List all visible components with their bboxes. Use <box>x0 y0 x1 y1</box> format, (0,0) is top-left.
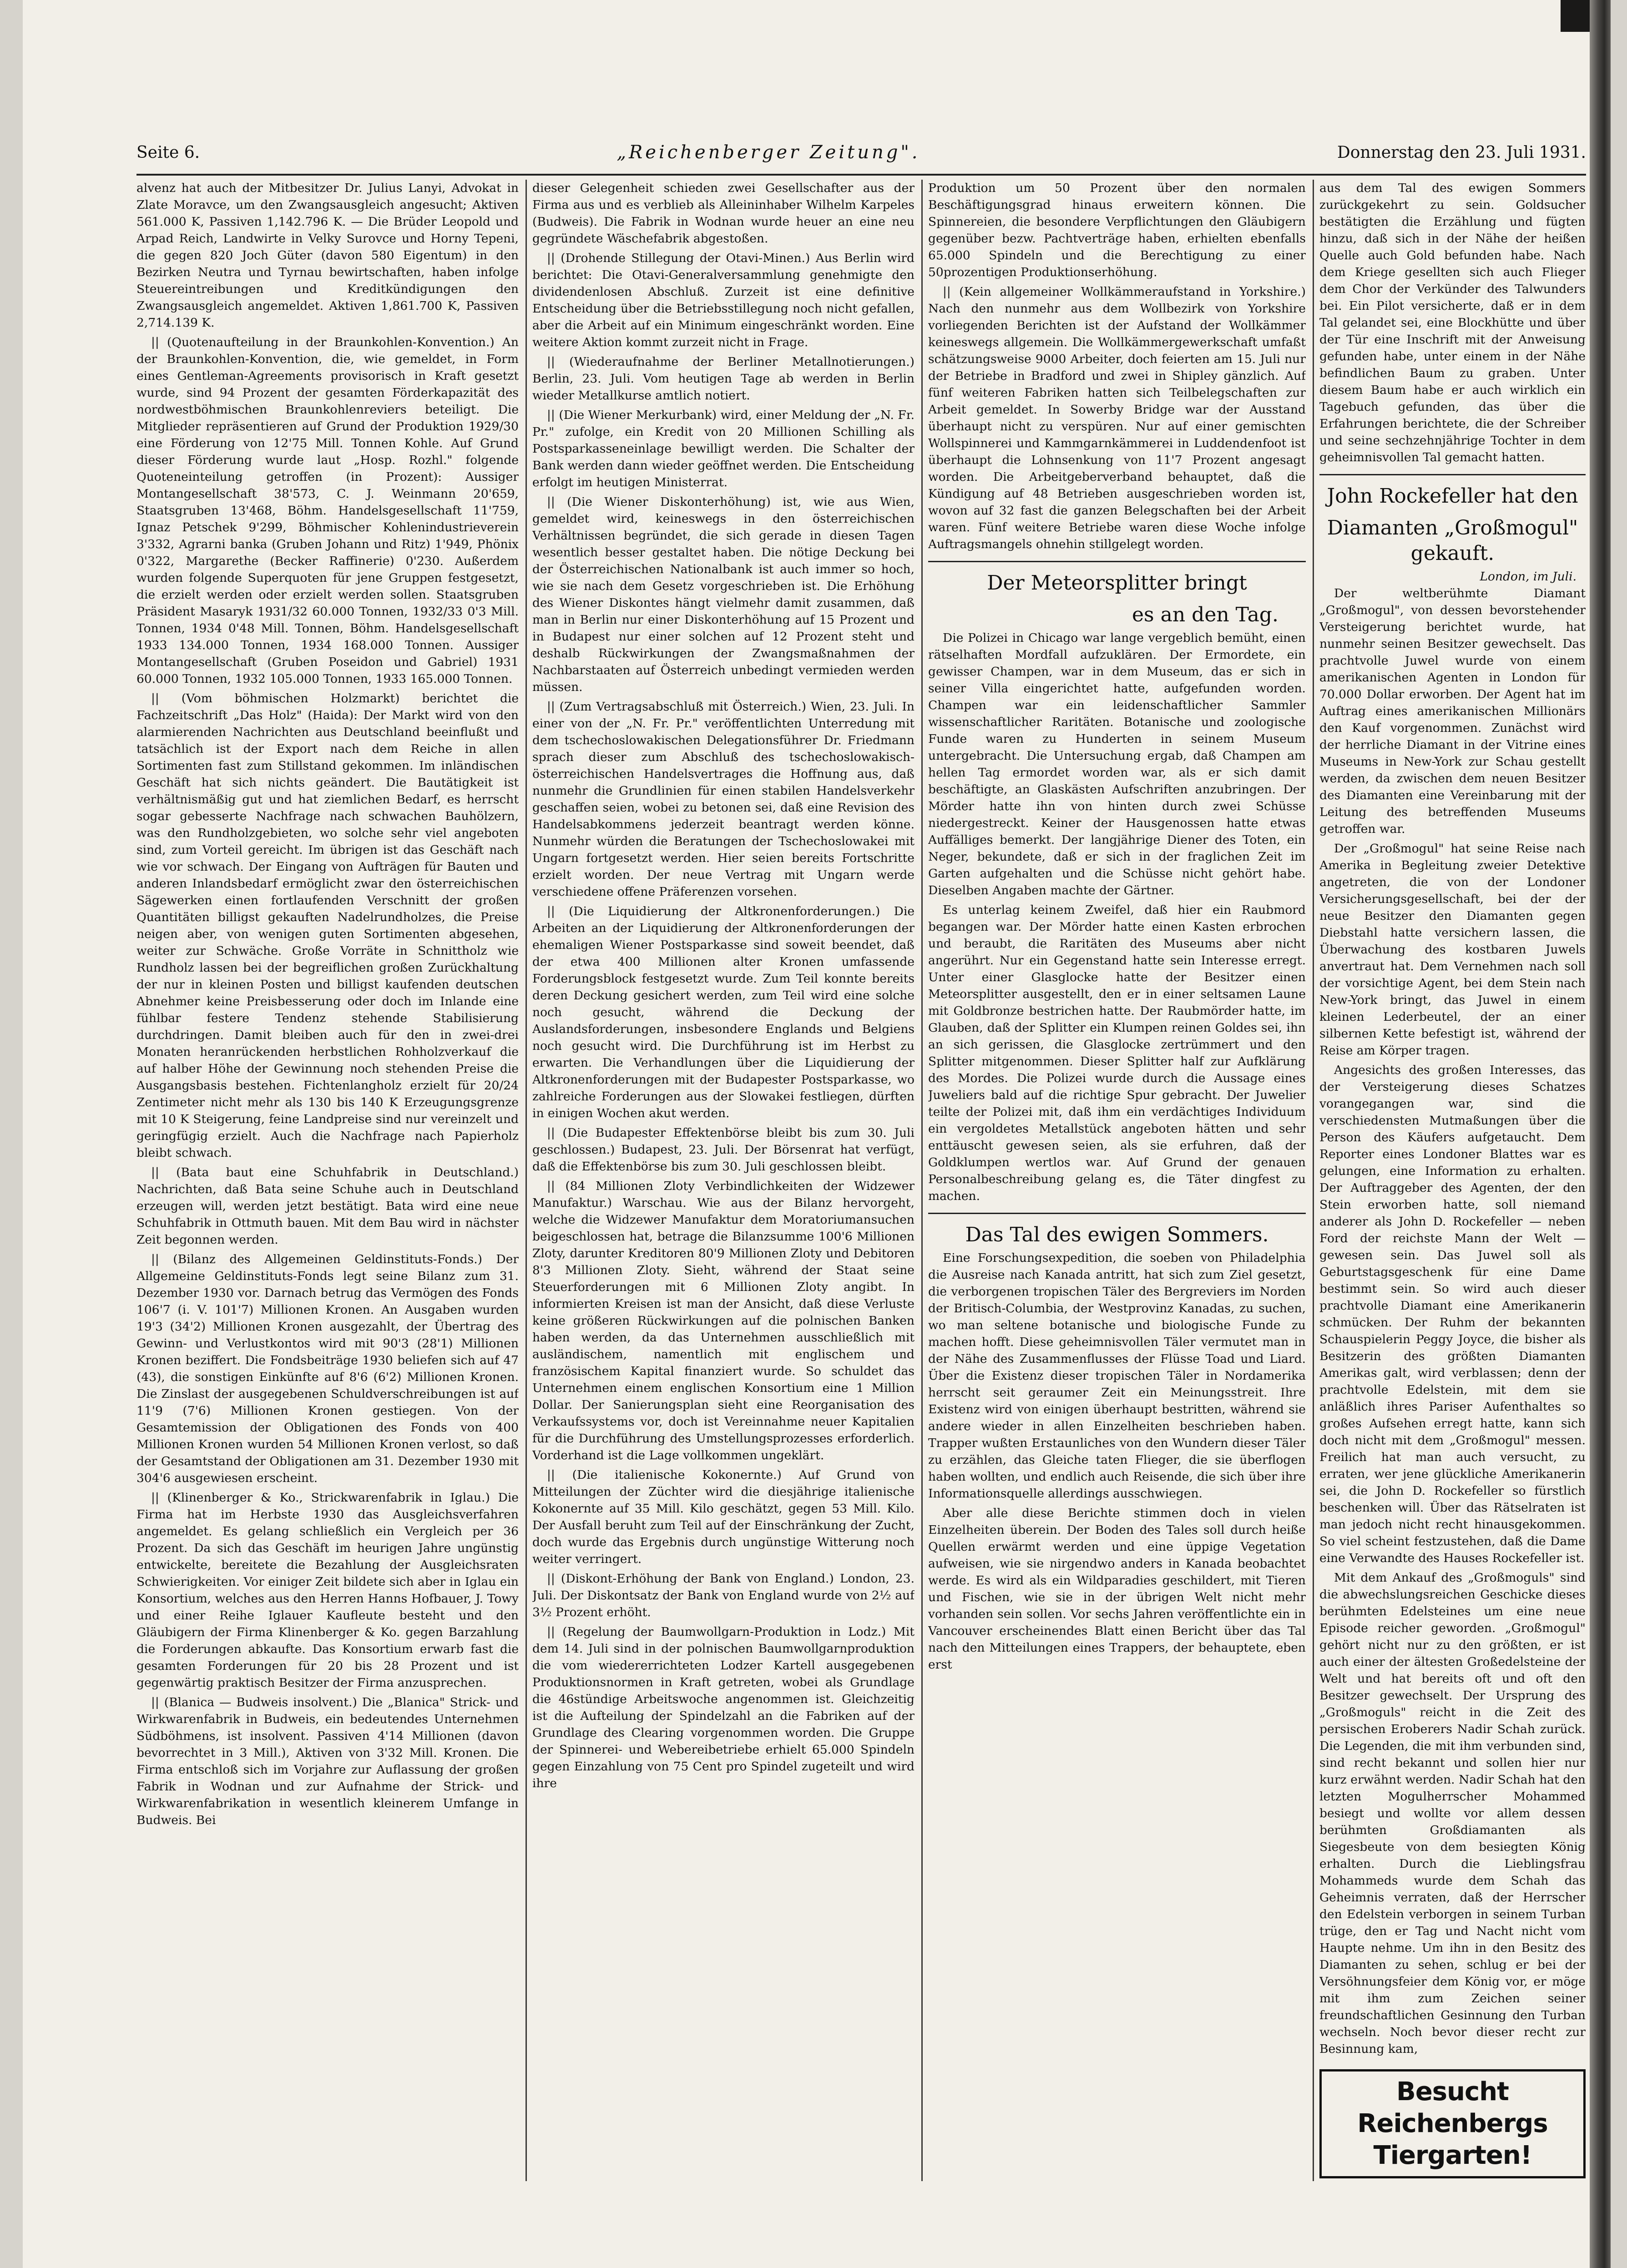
article-paragraph: || (Die Wiener Diskonterhöhung) ist, wie aus Wien, gemeldet wird, keineswegs in den österreichischen Verhältnissen begründet, die sich gerade in diesen Tagen wesentlich besser gestaltet haben. Die nötige Deckung bei der Österreichischen Nationalbank ist auch immer so hoch, wie sie nach dem Gesetz vorgeschrieben ist. Die Erhöhung des Wiener Diskontes hängt vielmehr damit zusammen, daß man in Berlin nur einer Diskonterhöhung auf 15 Prozent und in Budapest nur einer solchen auf 12 Prozent steht und deshalb Rückwirkungen der Zwangsmaßnahmen der Nachbarstaaten auf Österreich unbedingt vermieden werden müssen. <box>532 495 915 694</box>
article-paragraph: Der weltberühmte Diamant „Großmogul", von dessen bevorstehender Versteigerung berichtet wurde, hat nunmehr seinen Besitzer gewechselt. Das prachtvolle Juwel wurde von einem amerikanischen Agenten in London für 70.000 Dollar erworben. Der Agent hat im Auftrag eines amerikanischen Millionärs den Kauf vorgenommen. Zunächst wird der herrliche Diamant in der Vitrine eines Museums in New-York zur Schau gestellt werden, da zwischen dem neuen Besitzer des Diamanten eine Vereinbarung mit der Leitung des betreffenden Museums getroffen war. <box>1319 586 1586 836</box>
article-paragraph: Aber alle diese Berichte stimmen doch in vielen Einzelheiten überein. Der Boden des Tales soll durch heiße Quellen erwärmt werden und eine üppige Vegetation aufweisen, wie sie nirgendwo anders in Kanada beobachtet werde. Es wird als ein Wildparadies geschildert, mit Tieren und Fischen, wie sie in der übrigen Welt nicht mehr vorhanden sein sollen. Vor sechs Jahren veröffentlichte ein in Vancouver erscheinendes Blatt einen Bericht über das Tal nach den Mitteilungen eines Trappers, der behauptete, eben erst <box>928 1506 1306 1672</box>
article-paragraph: || (Quotenaufteilung in der Braunkohlen-Konvention.) An der Braunkohlen-Konvention, die, wie gemeldet, in Form eines Gentleman-Agreements provisorisch in Kraft gesetzt wurde, sind 94 Prozent der gesamten Förderkapazität des nordwestböhmischen Braunkohlenreviers beteiligt. Die Mitglieder repräsentieren auf Grund der Produktion 1929/30 eine Förderung von 12'75 Mill. Tonnen Kohle. Auf Grund dieser Förderung wurde laut „Hosp. Rozhl." folgende Quoteneinteilung getroffen (in Prozent): Aussiger Montangesellschaft 38'573, C. J. Weinmann 20'659, Staatsgruben 13'468, Böhm. Handelsgesellschaft 11'759, Ignaz Petschek 9'299, Böhmischer Kohlenindustrieverein 3'332, Agrarni banka (Gruben Johann und Ritz) 1'949, Phönix 0'322, Margarethe (Becker Raffinerie) 0'230. Außerdem wurden folgende Superquoten für jene Gruppen festgesetzt, die erzielt werden oder erzielt werden sollen. Staatsgruben Präsident Masaryk 1931/32 60.000 Tonnen, 1932/33 0'3 Mill. Tonnen, 1934 0'48 Mill. Tonnen, Böhm. Handelsgesellschaft 1933 134.000 Tonnen, 1934 168.000 Tonnen. Aussiger Montangesellschaft (Gruben Poseidon und Gabriel) 1931 60.000 Tonnen, 1932 105.000 Tonnen, 1933 165.000 Tonnen. <box>136 335 519 686</box>
dateline: London, im Juli. <box>1480 570 1576 584</box>
article-paragraph: Angesichts des großen Interesses, das der Versteigerung dieses Schatzes vorangegangen war, sind die verschiedensten Mutmaßungen über die Person des Käufers aufgetaucht. Dem Reporter eines Londoner Blattes war es gelungen, eine Information zu erhalten. Der Auftraggeber des Agenten, der den Stein erworben hatte, soll niemand anderer als John D. Rockefeller — neben Ford der reichste Mann der Welt — gewesen sein. Das Juwel soll als Geburtstagsgeschenk für eine Dame bestimmt sein. So wird auch dieser prachtvolle Diamant eine Amerikanerin schmücken. Der Ruhm der bekannten Schauspielerin Peggy Joyce, die bisher als Besitzerin des größten Diamanten Amerikas galt, wird verblassen; denn der prachtvolle Edelstein, mit dem sie anläßlich ihres Pariser Aufenthaltes so großes Aufsehen erregt hatte, kann sich doch nicht mit dem „Großmogul" messen. Freilich hat man auch versucht, zu erraten, wer jene glückliche Amerikanerin sei, die John D. Rockefeller so fürstlich beschenken will. Über das Rätselraten ist man jedoch nicht recht hinausgekommen. So viel scheint festzustehen, daß die Dame eine Verwandte des Hauses Rockefeller ist. <box>1319 1063 1586 1565</box>
article-paragraph: Produktion um 50 Prozent über den normalen Beschäftigungsgrad hinaus erweitern können. Die Spinnereien, die besondere Verpflichtungen den Gläubigern gegenüber bezw. Pachtverträge haben, erhielten ebenfalls 65.000 Spindeln und die Berechtigung zu einer 50prozentigen Produktionserhöhung. <box>928 181 1306 279</box>
article-paragraph: || (84 Millionen Zloty Verbindlichkeiten der Widzewer Manufaktur.) Warschau. Wie aus der Bilanz hervorgeht, welche die Widzewer Manufaktur dem Moratoriumansuchen beigeschlossen hat, betrage die Bilanzsumme 100'6 Millionen Zloty, darunter Kreditoren 80'9 Millionen Zloty und Debitoren 8'3 Millionen Zloty. Sieht, während der Staat seine Steuerforderungen mit 6 Millionen Zloty angibt. In informierten Kreisen ist man der Ansicht, daß diese Verluste keine größeren Rückwirkungen auf die polnischen Banken haben werden, da das Unternehmen ausschließlich mit ausländischem, namentlich mit englischem und französischem Kapital finanziert wurde. So schuldet das Unternehmen einem englischen Konsortium eine 1 Million Dollar. Der Sanierungsplan sieht eine Reorganisation des Verkaufssystems vor, doch ist Vereinnahme neuer Kapitalien für die Durchführung des Umstellungsprozesses erforderlich. Vorderhand ist die Lage vollkommen ungeklärt. <box>532 1179 915 1462</box>
issue-date: Donnerstag den 23. Juli 1931. <box>1337 143 1586 162</box>
article-paragraph: || (Regelung der Baumwollgarn-Produktion in Lodz.) Mit dem 14. Juli sind in der polnischen Baumwollgarnproduktion die vom wiedererrichteten Lodzer Kartell ausgegebenen Produktionsnormen in Kraft getreten, wobei als Grundlage die 46stündige Arbeitswoche angenommen ist. Gleichzeitig ist die Aufteilung der Spindelzahl an die Fabriken auf der Grundlage des Clearing vorgenommen worden. Die Gruppe der Spinnerei- und Webereibetriebe erhielt 65.000 Spindeln gegen Einzahlung von 75 Cent pro Spindel zugeteilt und wird ihre <box>532 1625 915 1790</box>
masthead: „Reichenberger Zeitung". <box>616 142 920 163</box>
headline-meteor-line-2: es an den Tag. <box>1132 603 1278 626</box>
article-paragraph: || (Bilanz des Allgemeinen Geldinstituts-Fonds.) Der Allgemeine Geldinstituts-Fonds legt seine Bilanz zum 31. Dezember 1930 vor. Darnach betrug das Vermögen des Fonds 106'7 (i. V. 101'7) Millionen Kronen. An Ausgaben wurden 19'3 (34'2) Millionen Kronen ausgezahlt, der Übertrag des Gewinn- und Verlustkontos wird mit 90'3 (28'1) Millionen Kronen beziffert. Die Fondsbeiträge 1930 beliefen sich auf 47 (43), die sonstigen Einkünfte auf 8'6 (6'2) Millionen Kronen. Die Zinslast der ausgegebenen Schuldverschreibungen ist auf 11'9 (7'6) Millionen Kronen gestiegen. Von der Gesamtemission der Obligationen des Fonds von 400 Millionen Kronen wurden 54 Millionen Kronen verlost, so daß der Gesamtstand der Obligationen am 31. Dezember 1930 mit 304'6 ausgewiesen erscheint. <box>136 1252 519 1485</box>
article-paragraph: || (Blanica — Budweis insolvent.) Die „Blanica" Strick- und Wirkwarenfabrik in Budweis, ein bedeutendes Unternehmen Südböhmens, ist insolvent. Passiven 4'14 Millionen (davon bevorrechtet in 3 Mill.), Aktiven von 3'32 Mill. Kronen. Die Firma entschloß sich im Vorjahre zur Auflassung der großen Fabrik in Wodnan und zur Aufnahme der Strick- und Wirkwarenfabrikation in wesentlich kleinerem Umfange in Budweis. Bei <box>136 1695 519 1827</box>
section-rule <box>1319 474 1586 475</box>
headline-tal: Das Tal des ewigen Sommers. <box>965 1223 1269 1246</box>
scan-edge <box>1590 0 1611 2268</box>
article-paragraph: Mit dem Ankauf des „Großmoguls" sind die abwechslungsreichen Geschicke dieses berühmten Edelsteines um eine neue Episode reicher geworden. „Großmogul" gehört nicht nur zu den größten, er ist auch einer der ältesten Großedelsteine der Welt und hat bereits oft und oft den Besitzer gewechselt. Der Ursprung des „Großmoguls" reicht in die Zeit des persischen Eroberers Nadir Schah zurück. Die Legenden, die mit ihm verbunden sind, sind recht bekannt und sollen hier nur kurz erwähnt werden. Nadir Schah hat den letzten Mogulherrscher Mohammed besiegt und wollte vor allem dessen berühmten Großdiamanten als Siegesbeute von dem besiegten König erhalten. Durch die Lieblingsfrau Mohammeds wurde dem Schah das Geheimnis verraten, daß der Herrscher den Edelstein verborgen in seinem Turban trüge, den er Tag und Nacht nicht vom Haupte nehme. Um ihn in den Besitz des Diamanten zu sehen, schlug er bei der Versöhnungsfeier dem König vor, er möge mit ihm zum Zeichen seiner freundschaftlichen Gesinnung den Turban wechseln. Noch bevor dieser recht zur Besinnung kam, <box>1319 1571 1586 2056</box>
article-paragraph: || (Diskont-Erhöhung der Bank von England.) London, 23. Juli. Der Diskontsatz der Bank von England wurde von 2½ auf 3½ Prozent erhöht. <box>532 1572 915 1619</box>
article-paragraph: Die Polizei in Chicago war lange vergeblich bemüht, einen rätselhaften Mordfall aufzuklären. Der Ermordete, ein gewisser Champen, war in dem Museum, das er sich in seiner Villa eingerichtet hatte, aufgefunden worden. Champen war ein leidenschaftlicher Sammler wissenschaftlicher Raritäten. Botanische und zoologische Funde waren zu Hunderten in seinem Museum untergebracht. Die Untersuchung ergab, daß Champen am hellen Tag ermordet worden war, als er sich damit beschäftigte, an Glaskästen Aufschriften anzubringen. Der Mörder hatte ihn von hinten durch zwei Schüsse niedergestreckt. Keiner der Hausgenossen hatte etwas Auffälliges bemerkt. Der langjährige Diener des Toten, ein Neger, bekundete, daß er sich in der fraglichen Zeit im Garten aufgehalten und die Schüsse nicht gehört habe. Dieselben Angaben machte der Gärtner. <box>928 631 1306 897</box>
article-paragraph: || (Klinenberger & Ko., Strickwarenfabrik in Iglau.) Die Firma hat im Herbste 1930 das Ausgleichsverfahren angemeldet. Es gelang schließlich ein Vergleich per 36 Prozent. Da sich das Geschäft im heurigen Jahre ungünstig entwickelte, bereitete die Bezahlung der Ausgleichsraten Schwierigkeiten. Vor einiger Zeit bildete sich aber in Iglau ein Konsortium, welches aus den Herren Hanns Hofbauer, J. Towy und einer Reihe Iglauer Kaufleute besteht und den Gläubigern der Firma Klinenberger & Ko. gegen Barzahlung die Forderungen abkaufte. Das Konsortium erwarb fast die gesamten Forderungen für 20 bis 28 Prozent und ist gegenwärtig praktisch Besitzer der Firma anzusprechen. <box>136 1491 519 1690</box>
section-rule <box>928 1213 1306 1214</box>
column-4 <box>1319 180 1586 2181</box>
column-divider <box>1313 180 1314 2181</box>
article-paragraph: || (Die italienische Kokonernte.) Auf Grund von Mitteilungen der Züchter wird die diesjährige italienische Kokonernte auf 35 Mill. Kilo geschätzt, gegen 53 Mill. Kilo. Der Ausfall beruht zum Teil auf der Einschränkung der Zucht, doch wurde das Ergebnis durch ungünstige Witterung noch weiter verringert. <box>532 1468 915 1566</box>
article-paragraph: aus dem Tal des ewigen Sommers zurückgekehrt zu sein. Goldsucher bestätigten die Erzählung und fügten hinzu, daß sich in der Nähe der heißen Quelle auch Gold befunden habe. Nach dem Kriege gesellten sich auch Flieger dem Chor der Verkünder des Talwunders bei. Ein Pilot versicherte, daß er in dem Tal gelandet sei, eine Blockhütte und über der Tür eine Inschrift mit der Anweisung gefunden habe, unter einem in der Nähe befindlichen Baum zu graben. Unter diesem Baum habe er auch wirklich ein Tagebuch gefunden, das über die Erfahrungen berichtete, die der Schreiber und seine sechzehnjährige Tochter in dem geheimnisvollen Tal gemacht hatten. <box>1319 181 1586 464</box>
headline-rockefeller-line-2: Diamanten „Großmogul" gekauft. <box>1327 516 1578 565</box>
zoo-advertisement: Besucht Reichenbergs Tiergarten! <box>1319 2069 1586 2178</box>
article-paragraph: || (Bata baut eine Schuhfabrik in Deutschland.) Nachrichten, daß Bata seine Schuhe auch in Deutschland erzeugen will, werden jetzt bestätigt. Bata wird eine neue Schuhfabrik in Ottmuth bauen. Mit dem Bau wird in nächster Zeit begonnen werden. <box>136 1165 519 1247</box>
page-header <box>136 136 1586 168</box>
article-paragraph: alvenz hat auch der Mitbesitzer Dr. Julius Lanyi, Advokat in Zlate Moravce, um den Zwangsausgleich angesucht; Aktiven 561.000 K, Passiven 1,142.796 K. — Die Brüder Leopold und Arpad Reich, Landwirte in Velky Surovce und Horny Tepeni, die gegen 820 Joch Güter (davon 580 Eigentum) in den Bezirken Neutra und Tyrnau bewirtschaften, haben infolge Steuereintreibungen und Kreditkündigungen den Zwangsausgleich angemeldet. Aktiven 1,861.700 K, Passiven 2,714.139 K. <box>136 181 519 330</box>
column-divider <box>525 180 527 2181</box>
article-paragraph: || (Vom böhmischen Holzmarkt) berichtet die Fachzeitschrift „Das Holz" (Haida): Der Markt wird von den alarmierenden Nachrichten aus Deutschland beeinflußt und tatsächlich ist der Export nach dem Reiche in allen Sortimenten fast zum Stillstand gekommen. Im inländischen Geschäft hat sich nichts geändert. Die Bautätigkeit ist verhältnismäßig gut und hat ziemlichen Bedarf, es herrscht sogar gebesserte Nachfrage nach schwachen Bauhölzern, was den Rundholzgebieten, wo solche sehr viel angeboten sind, zum Vorteil gereicht. Im übrigen ist das Geschäft nach wie vor schwach. Der Eingang von Aufträgen für Bauten und anderen Inlandsbedarf ermöglicht zwar den österreichischen Sägewerken einen fortlaufenden Verschnitt der großen Quantitäten billigst gekauften Nadelrundholzes, die Preise neigen aber, von wenigen guten Sortimenten abgesehen, weiter zur Schwäche. Große Vorräte in Schnittholz wie Rundholz lassen bei der begreiflichen großen Zurückhaltung der nur in kleinen Posten und billigst kaufenden deutschen Abnehmer keine Preisbesserung oder doch im Inlande eine fühlbar festere Tendenz stehende Stabilisierung durchdringen. Damit bleiben auch für den in zwei-drei Monaten heranrückenden herbstlichen Rohholzverkauf die auf halber Höhe der Gewinnung noch stehenden Preise die Ausgangsbasis bestehen. Fichtenlangholz erzielt für 20/24 Zentimeter nicht mehr als 130 bis 140 K Erzeugungsgrenze mit 10 K Steigerung, feine Landpreise sind nur vereinzelt und geringfügig erzielt. Auch die Nachfrage nach Papierholz bleibt schwach. <box>136 691 519 1160</box>
article-paragraph: || (Wiederaufnahme der Berliner Metallnotierungen.) Berlin, 23. Juli. Vom heutigen Tage ab werden in Berlin wieder Metallkurse amtlich notiert. <box>532 355 915 403</box>
column-1 <box>136 180 519 2181</box>
column-2 <box>532 180 915 2181</box>
article-paragraph: || (Die Wiener Merkurbank) wird, einer Meldung der „N. Fr. Pr." zufolge, ein Kredit von 20 Millionen Schilling als Postsparkasseneinlage bewilligt werden. Die Schalter der Bank werden dann wieder geöffnet werden. Die Entscheidung erfolgt im heutigen Ministerrat. <box>532 408 915 489</box>
column-3 <box>928 180 1306 2181</box>
article-paragraph: || (Zum Vertragsabschluß mit Österreich.) Wien, 23. Juli. In einer von der „N. Fr. Pr." veröffentlichten Unterredung mit dem tschechoslowakischen Delegationsführer Dr. Friedmann sprach dieser zum Abschluß des tschechoslowakisch-österreichischen Handelsvertrages die Hoffnung aus, daß nunmehr die Grundlinien für einen stabilen Handelsverkehr geschaffen seien, wobei zu betonen sei, daß eine Revision des Handelsabkommens jederzeit beantragt werden könne. Nunmehr würden die Beratungen der Tschechoslowakei mit Ungarn fortgesetzt werden. Hier seien bereits Fortschritte erzielt worden. Der neue Vertrag mit Ungarn werde verschiedene offene Präferenzen vorsehen. <box>532 700 915 899</box>
headline-meteor-line-1: Der Meteorsplitter bringt <box>987 571 1247 595</box>
article-paragraph: || (Die Liquidierung der Altkronenforderungen.) Die Arbeiten an der Liquidierung der Altkronenforderungen der ehemaligen Wiener Postsparkasse sind soweit beendet, daß der etwa 400 Millionen alter Kronen umfassende Forderungsblock festgesetzt wurde. Zum Teil konnte bereits deren Deckung gesichert werden, zum Teil wird eine solche noch gesucht, während die Deckung der Auslandsforderungen, insbesondere Englands und Belgiens noch gesucht wird. Die Durchführung ist im Herbst zu erwarten. Die Verhandlungen über die Liquidierung der Altkronenforderungen mit der Budapester Postsparkasse, wo zahlreiche Forderungen aus der Slowakei festliegen, dürften in einigen Wochen akut werden. <box>532 904 915 1120</box>
article-paragraph: || (Drohende Stillegung der Otavi-Minen.) Aus Berlin wird berichtet: Die Otavi-Generalversammlung genehmigte den dividendenlosen Abschluß. Zurzeit ist eine definitive Entscheidung über die Betriebsstillegung noch nicht gefallen, aber die Arbeit auf ein Minimum eingeschränkt worden. Eine weitere Aktion kommt zurzeit nicht in Frage. <box>532 251 915 349</box>
article-paragraph: Eine Forschungsexpedition, die soeben von Philadelphia die Ausreise nach Kanada antritt, hat sich zum Ziel gesetzt, die verborgenen tropischen Täler des Bergreviers im Norden der Britisch-Columbia, der Westprovinz Kanadas, zu suchen, wo man seltene botanische und biologische Funde zu machen hofft. Diese geheimnisvollen Täler vermutet man in der Nähe des Zusammenflusses der Flüsse Toad und Liard. Über die Existenz dieser tropischen Täler in Nordamerika herrscht seit geraumer Zeit ein Meinungsstreit. Ihre Existenz wird von einigen überhaupt bestritten, während sie andere wieder in allen Einzelheiten beschrieben haben. Trapper wußten Erstaunliches von den Wundern dieser Täler zu erzählen, das Gleiche taten Flieger, die sie überflogen haben wollten, und endlich auch Reisende, die sich über ihre Informationsquelle allerdings ausschwiegen. <box>928 1251 1306 1501</box>
page-number: Seite 6. <box>136 143 200 162</box>
article-paragraph: Der „Großmogul" hat seine Reise nach Amerika in Begleitung zweier Detektive angetreten, die von der Londoner Versicherungsgesellschaft, bei der der neue Besitzer den Diamanten gegen Diebstahl hatte versichern lassen, die Überwachung des kostbaren Juwels anvertraut hat. Dem Vernehmen nach soll der vorsichtige Agent, bei dem Stein nach New-York bringt, das Juwel in einem kleinen Lederbeutel, der an einer silbernen Kette befestigt ist, während der Reise am Körper tragen. <box>1319 842 1586 1058</box>
article-paragraph: dieser Gelegenheit schieden zwei Gesellschafter aus der Firma aus und es verblieb als Alleininhaber Wilhelm Karpeles (Budweis). Die Fabrik in Wodnan wurde heuer an eine neu gegründete Wäschefabrik abgestoßen. <box>532 181 915 246</box>
header-rule <box>136 174 1586 176</box>
column-divider <box>921 180 923 2181</box>
article-paragraph: || (Die Budapester Effektenbörse bleibt bis zum 30. Juli geschlossen.) Budapest, 23. Juli. Der Börsenrat hat verfügt, daß die Effektenbörse bis zum 30. Juli geschlossen bleibt. <box>532 1126 915 1174</box>
article-paragraph: || (Kein allgemeiner Wollkämmeraufstand in Yorkshire.) Nach den nunmehr aus dem Wollbezirk von Yorkshire vorliegenden Berichten ist der Aufstand der Wollkämmer keineswegs allgemein. Die Wollkämmergewerkschaft umfaßt schätzungsweise 9000 Arbeiter, doch feierten am 15. Juli nur der Betriebe in Bradford und zwei in Shipley gänzlich. Auf fünf weiteren Fabriken hatten sich Teilbelegschaften zur Arbeit gemeldet. In Sowerby Bridge war der Ausstand überhaupt nicht zu verspüren. Nur auf einer gemischten Wollspinnerei und Kammgarnkämmerei in Luddendenfoot ist überhaupt die Lohnsenkung von 11'7 Prozent angesagt worden. Die Arbeitgeberverband behauptet, daß die Kündigung auf 48 Betrieben ausgeschrieben worden ist, wovon auf 32 fast die ganzen Belegschaften bei der Arbeit waren. Fünf weitere Betriebe waren diese Woche infolge Auftragsmangels ohnehin stillgelegt worden. <box>928 285 1306 551</box>
article-paragraph: Es unterlag keinem Zweifel, daß hier ein Raubmord begangen war. Der Mörder hatte einen Kasten erbrochen und beraubt, die Raritäten des Museums aber nicht angerührt. Nur ein Gegenstand hatte sein Interesse erregt. Unter einer Glasglocke hatte der Besitzer einen Meteorsplitter ausgestellt, den er in einer seltsamen Laune mit Goldbronze bestrichen hatte. Der Raubmörder hatte, im Glauben, daß der Splitter ein Klumpen reinen Goldes sei, ihn an sich gerissen, die Glasglocke zertrümmert und den Splitter mitgenommen. Dieser Splitter half zur Aufklärung des Mordes. Die Polizei wurde durch die Aussage eines Juweliers bald auf die richtige Spur gebracht. Der Juwelier teilte der Polizei mit, daß ihm ein verdächtiges Individuum ein vergoldetes Metallstück angeboten hätten und sehr enttäuscht gewesen seien, als sie erfuhren, daß der Goldklumpen wertlos war. Auf Grund der genauen Personalbeschreibung gelang es, die Täter dingfest zu machen. <box>928 903 1306 1203</box>
section-rule <box>928 561 1306 562</box>
headline-rockefeller-line-1: John Rockefeller hat den <box>1327 484 1578 508</box>
